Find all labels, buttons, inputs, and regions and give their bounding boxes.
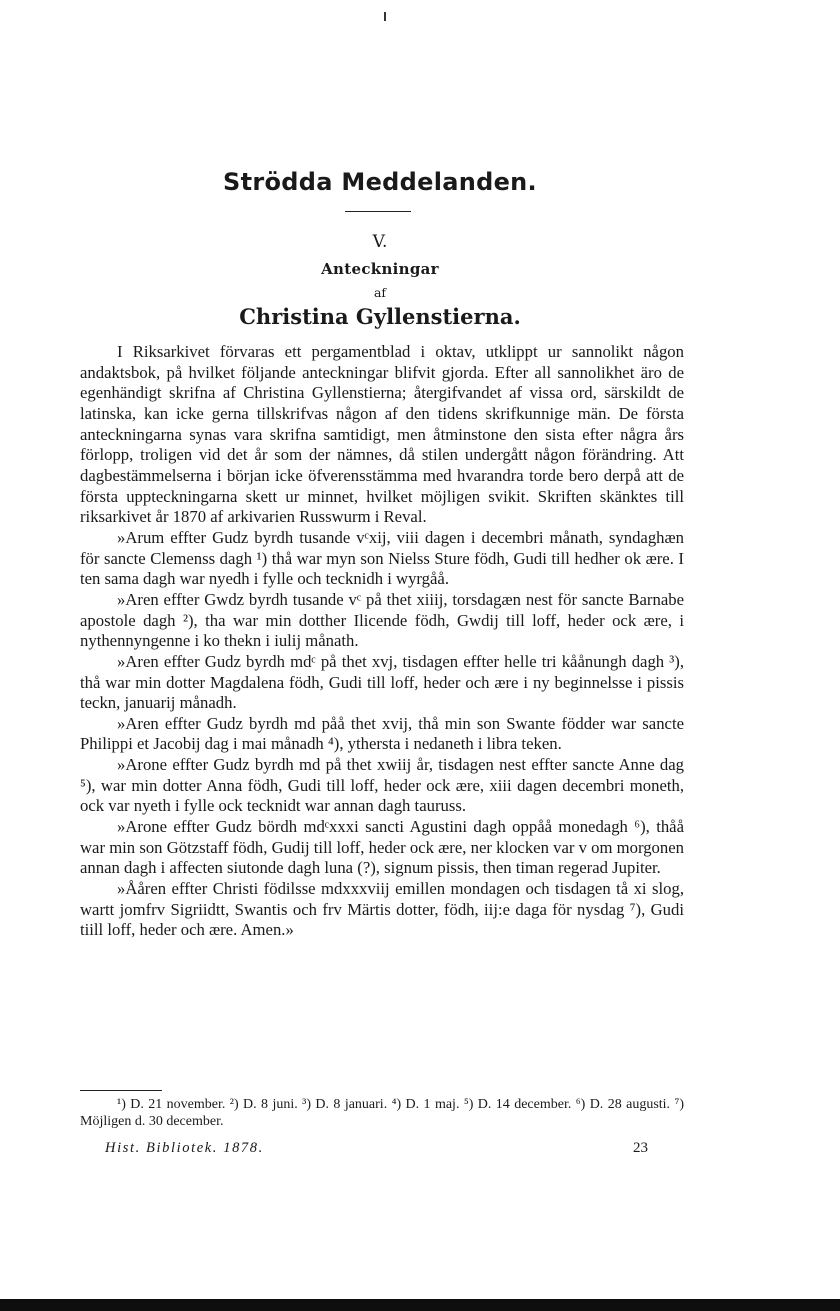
article-number: V. bbox=[372, 232, 388, 252]
entry-paragraph: »Aren effter Gudz byrdh mdᶜ på thet xvj, tisdagen effter helle tri kåånungh dagh ³), thå war min dotter Magdalena födh, Gudi till loff, heder och ære i ny beginnelsse i pissis teckn, januarij månadh. bbox=[80, 651, 684, 713]
running-footer: Hist. Bibliotek. 1878. bbox=[105, 1140, 264, 1156]
entry-paragraph: »Arone effter Gudz bördh mdᶜxxxi sancti Agustini dagh oppåå monedagh ⁶), thåå war min son Götzstaff födh, Gudij till loff, heder ock ære, ner klocken var v om morgonen annan dagh i affecten siutonde dagh luna (?), signum pissis, then timan regerad Jupiter. bbox=[80, 817, 684, 878]
entry-paragraph: »Ååren effter Christi födilsse mdxxxviij emillen mondagen och tisdagen tå xi slog, wartt jomfrv Sigriidtt, Swantis och frv Märtis dotter, födh, iij:e daga för nysdag ⁷), Gudi tiill loff, heder och ære. Amen.» bbox=[80, 879, 684, 940]
article-body bbox=[80, 342, 684, 941]
article-author: Christina Gyllenstierna. bbox=[239, 304, 521, 329]
entry-paragraph: »Arone effter Gudz byrdh md på thet xwiij år, tisdagen nest effter sancte Anne dag ⁵), war min dotter Anna födh, Gudi till loff, heder ock ære, xiii dagen decembri moneth, ock var nyeth i fylle ock tecknidt war annan dagh tauruss. bbox=[80, 755, 684, 816]
article-subtitle-connector: af bbox=[373, 285, 387, 300]
section-title: Strödda Meddelanden. bbox=[223, 168, 537, 196]
title-divider bbox=[345, 211, 411, 212]
footnote-divider bbox=[80, 1090, 162, 1091]
article-subtitle: Anteckningar bbox=[321, 260, 439, 278]
page-mark bbox=[384, 12, 386, 21]
entry-paragraph: »Aren effter Gwdz byrdh tusande vᶜ på thet xiiij, torsdagæn nest för sancte Barnabe apostole dagh ²), tha war min dotther Ilicende födh, Gwdij till loff, heder ock ære, i nythennyngenne i ko thekn i iulij månath. bbox=[80, 589, 684, 651]
intro-paragraph: I Riksarkivet förvaras ett pergamentblad i oktav, utklippt ur sannolikt någon andaktsbok, på hvilket följande anteckningar blifvit gjorda. Efter all sannolikhet äro de egenhändigt skrifna af Christina Gyllenstierna; återgifvandet af vissa ord, särskildt de latinska, kan icke gerna tillskrifvas någon af den tidens skrifkunnige män. De första anteckningarna synas vara skrifna samtidigt, men åtminstone den sista efter några års förlopp, troligen vid det år som der nämnes, då stilen undergått någon förändring. Att dagbestämmelserna i början icke öfverensstämma med hvarandra torde bero derpå att de första uppteckningarna skett ur minnet, hvilket möjligen svikit. Skriften skänktes till riksarkivet år 1870 af arkivarien Russwurm i Reval. bbox=[80, 342, 684, 527]
footnotes bbox=[80, 1096, 684, 1130]
page-number: 23 bbox=[633, 1140, 648, 1156]
entry-paragraph: »Aren effter Gudz byrdh md påå thet xvij, thå min son Swante födder war sancte Philippi et Jacobij dag i mai månadh ⁴), ythersta i nedaneth i libra teken. bbox=[80, 713, 684, 754]
footnote-text: ¹) D. 21 november. ²) D. 8 juni. ³) D. 8 januari. ⁴) D. 1 maj. ⁵) D. 14 december. ⁶) D. 28 augusti. ⁷) Möjligen d. 30 december. bbox=[80, 1097, 684, 1129]
entry-paragraph: »Arum effter Gudz byrdh tusande vᶜxij, viii dagen i decembri månath, syndaghæn för sancte Clemenss dagh ¹) thå war myn son Nielss Sture födh, Gudi till hedher ok ære. I ten sama dagh war nyedh i fylle och tecknidh i wyrgåå. bbox=[80, 527, 684, 589]
scan-edge bbox=[0, 1299, 840, 1311]
